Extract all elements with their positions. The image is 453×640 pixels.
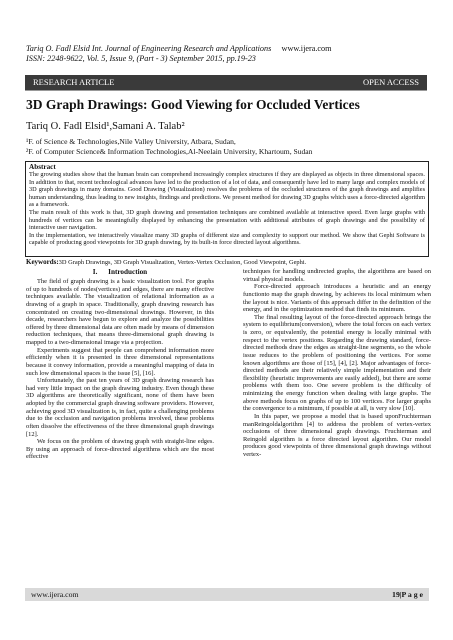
page-footer — [25, 588, 429, 601]
body-paragraph: The final resulting layout of the force-directed approach brings the system to equilibrium(conversion), where the total forces on each vertex is zero, or equivalently, the potential energy is locally minimal with respect to the vertex positions. Regarding the drawing standard, force-directed methods draw the edges as straight-line segments, so the whole issue reduces to the problem of positioning the vertices. For some known algorithms are those of [15], [4], [2]. Major advantages of force-directed methods are their relatively simple implementation and their flexibility (heuristic improvements are easily added), but there are some problems with them too. One severe problem is the difficulty of minimizing the energy function when dealing with large graphs. The above methods focus on graphs of up to 100 vertices. For larger graphs the convergence to a minimum, if possible at all, is very slow [10]. — [243, 313, 431, 413]
affiliation-2: ²F. of Computer Science& Information Technologies,Al-Neelain University, Khartoum, Sudan — [26, 147, 313, 156]
keywords-label: Keywords: — [26, 258, 59, 266]
body-paragraph: techniques for handling undirected graphs, the algorithms are based on virtual physical models. — [243, 268, 431, 283]
abstract-paragraph: In the implementation, we interactively visualize many 3D graphs of different size and complexity to support our method. We show that Gephi Software is capable of producing good viewpoints for 3D graph drawing, by its built-in force directed layout algorithms. — [29, 231, 425, 247]
keywords-text: 3D Graph Drawings, 3D Graph Visualization, Vertex-Vertex Occlusion, Good Viewpoint, Gephi. — [58, 259, 307, 266]
journal-website[interactable]: www.ijera.com — [281, 44, 332, 53]
left-column — [26, 268, 214, 588]
abstract-box — [25, 161, 429, 257]
article-banner — [25, 75, 427, 90]
right-column — [243, 268, 431, 588]
body-paragraph: Unfortunately, the past ten years of 3D graph drawing research has had very little impact on the graph drawing industry. Even though these 3D algorithms are theoretically significant, none of them have been adopted by the commercial graph drawing software providers. However, achieving good 3D visualization is, in fact, quite a challenging problems due to the occlusion and navigation problems involved, these problems often dissolve the effectiveness of the three dimensional graph drawings [12]. — [26, 377, 214, 438]
keywords-line — [26, 258, 430, 267]
research-article-label: RESEARCH ARTICLE — [33, 77, 115, 87]
footer-website[interactable]: www.ijera.com — [31, 590, 79, 599]
body-paragraph: Experiments suggest that people can comprehend information more efficiently when it is presented in three dimensional representations because it convey information, provide a meaningful mapping of data in such low dimensional spaces is the issue [5], [16]. — [26, 346, 214, 377]
affiliation-1: ¹F. of Science & Technologies,Nile Valley University, Atbara, Sudan, — [26, 137, 236, 146]
journal-name: Tariq O. Fadl Elsid Int. Journal of Engineering Research and Applications — [26, 44, 272, 53]
abstract-heading: Abstract — [29, 163, 56, 171]
section-heading-introduction: I. Introduction — [92, 268, 148, 276]
body-paragraph: We focus on the problem of drawing graph with straight-line edges. By using an approach of force-directed algorithms which are the most effective — [26, 438, 214, 461]
abstract-paragraph: The main result of this work is that, 3D graph drawing and presentation techniques are combined available at interactive speed. Even large graphs with hundreds of vertices can be meaningfully displayed by enhancing the presentation with additional attributes of graph drawings and the possibility of interactive user navigation. — [29, 208, 425, 232]
journal-citation-line — [26, 44, 332, 54]
page-number: 19|P a g e — [392, 590, 423, 599]
open-access-label: OPEN ACCESS — [363, 77, 419, 87]
abstract-paragraph: The growing studies show that the human brain can comprehend increasingly complex structures if they are displayed as objects in three dimensional spaces. In addition to that, recent technological advances have led to the production of a lot of data, and consequently have led to many large and complex models of 3D graph drawings in many domains. Good Drawing (Visualization) resolves the problems of the occluded structures of the graph drawings and amplifies human understanding, thus leading to new insights, findings and predictions. We present method for drawing 3D graphs which uses a force-directed algorithm as a framework. — [29, 171, 425, 209]
paper-authors: Tariq O. Fadl Elsid¹,Samani A. Talab² — [26, 121, 185, 132]
issn-line: ISSN: 2248-9622, Vol. 5, Issue 9, (Part - 3) September 2015, pp.19-23 — [26, 54, 256, 63]
body-paragraph: The field of graph drawing is a basic visualization tool. For graphs of up to hundreds of nodes(vertices) and edges, there are many effective techniques available. The visualization of relational information as a drawing of a graph in space. Traditionally, graph drawing research has concentrated on creating two-dimensional drawings. However, in this decade, researchers have begun to explore and analyze the possibilities offered by three dimensional data are often made by means of dimension reduction techniques, that means three-dimensional graph drawing is mapped to a two-dimensional image via a projection. — [26, 278, 214, 346]
body-paragraph: In this paper, we propose a model that is based uponFruchterman manReingoldalgorithm [4] to address the problem of vertex-vertex occlusions of three dimensional graph drawings. Fruchterman and Reingold algorithm is a force directed layout algorithm. Our model produces good viewpoints of three dimensional graph drawings without vertex- — [243, 412, 431, 458]
paper-title: 3D Graph Drawings: Good Viewing for Occluded Vertices — [26, 97, 360, 112]
body-paragraph: Force-directed approach introduces a heuristic and an energy functionto map the graph drawing, by achieves its local minimum when the layout is nice. Variants of this approach differ in the definition of the energy, and in the optimization method that finds its minimum. — [243, 283, 431, 314]
